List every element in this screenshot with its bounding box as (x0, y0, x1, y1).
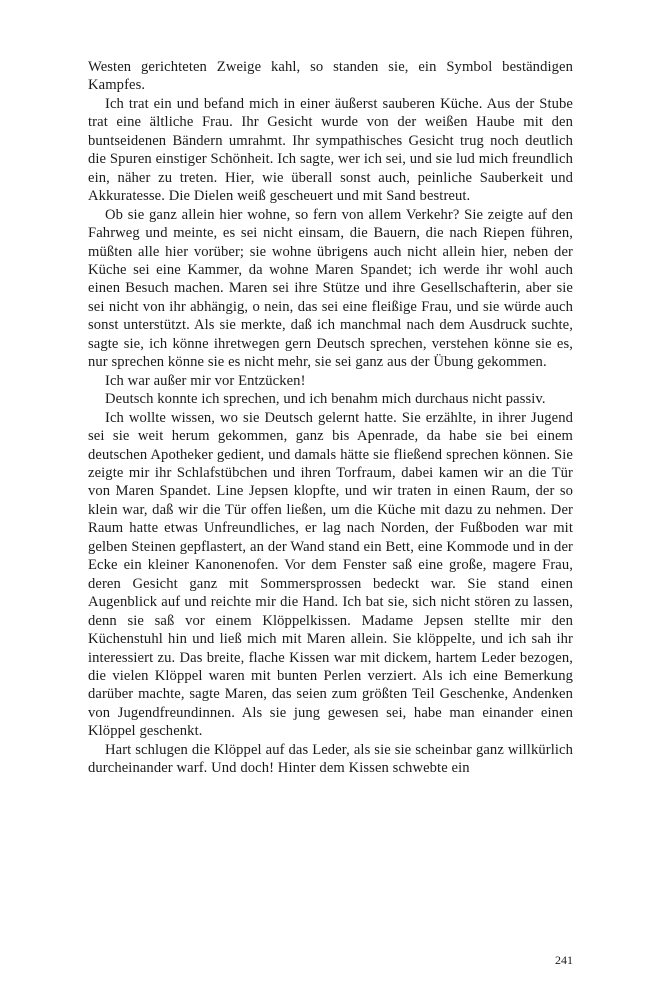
paragraph: Hart schlugen die Klöppel auf das Leder, als sie sie scheinbar ganz willkürlich durcheinander warf. Und doch! Hinter dem Kissen schwebte ein (88, 741, 573, 777)
paragraph: Ich trat ein und befand mich in einer äußerst sauberen Küche. Aus der Stube trat eine ältliche Frau. Ihr Gesicht wurde von der weißen Haube mit den buntseidenen Bändern umrahmt. Ihr sympathisches Gesicht trug noch deutlich die Spuren einstiger Schönheit. Ich sagte, wer ich sei, und sie lud mich freundlich ein, näher zu treten. Hier, wie überall sonst auch, peinliche Sauberkeit und Akkuratesse. Die Dielen weiß gescheuert und mit Sand bestreut. (88, 95, 573, 205)
paragraph: Ich war außer mir vor Entzücken! (105, 372, 306, 389)
paragraph: Deutsch konnte ich sprechen, und ich benahm mich durchaus nicht passiv. (105, 391, 546, 408)
paragraph: Ob sie ganz allein hier wohne, so fern von allem Verkehr? Sie zeigte auf den Fahrweg und meinte, es sei nicht einsam, die Bauern, die nach Riepen führen, müßten alle hier vorüber; sie wohne übrigens auch nicht allein hier, neben der Küche sei eine Kammer, da wohne Maren Spandet; ich werde ihr wohl auch einen Besuch machen. Maren sei ihre Stütze und ihre Gesellschafterin, aber sie sei nicht von ihr abhängig, o nein, das sei eine fleißige Frau, und sie würde auch sonst unterstützt. Als sie merkte, daß ich manchmal nach dem Ausdruck suchte, sagte sie, ich könne ihretwegen gern Deutsch sprechen, verstehen könne sie es, nur sprechen könne sie es nicht mehr, sie sei ganz aus der Übung gekommen. (88, 206, 573, 371)
paragraph: Ich wollte wissen, wo sie Deutsch gelernt hatte. Sie erzählte, in ihrer Jugend sei sie weit herum gekommen, ganz bis Apenrade, da habe sie bei einem deutschen Apotheker gedient, und damals hätte sie fließend sprechen können. Sie zeigte mir ihr Schlafstübchen und ihren Torfraum, dabei kamen wir an die Tür von Maren Spandet. Line Jepsen klopfte, und wir traten in einen Raum, der so klein war, daß wir die Tür offen ließen, um die Küche mit dazu zu nehmen. Der Raum hatte etwas Unfreundliches, er lag nach Norden, der Fußboden war mit gelben Steinen gepflastert, an der Wand stand ein Bett, eine Kommode und in der Ecke ein kleiner Kanonenofen. Vor dem Fenster saß eine große, magere Frau, deren Gesicht ganz mit Sommersprossen bedeckt war. Sie stand einen Augenblick auf und reichte mir die Hand. Ich bat sie, sich nicht stören zu lassen, denn sie saß vor einem Klöppelkissen. Madame Jepsen stellte mir den Küchenstuhl hin und ließ mich mit Maren allein. Sie klöppelte, und ich sah ihr interessiert zu. Das breite, flache Kissen war mit dickem, hartem Leder bezogen, die vielen Klöppel waren mit bunten Perlen verziert. Als ich eine Bemerkung darüber machte, sagte Maren, das seien zum größten Teil Geschenke, Andenken von Jugendfreundinnen. Als sie jung gewesen sei, habe man einander einen Klöppel geschenkt. (88, 409, 573, 740)
text-block (88, 58, 573, 778)
page-number: 241 (555, 953, 573, 967)
paragraph: Westen gerichteten Zweige kahl, so standen sie, ein Symbol beständigen Kampfes. (88, 59, 573, 94)
